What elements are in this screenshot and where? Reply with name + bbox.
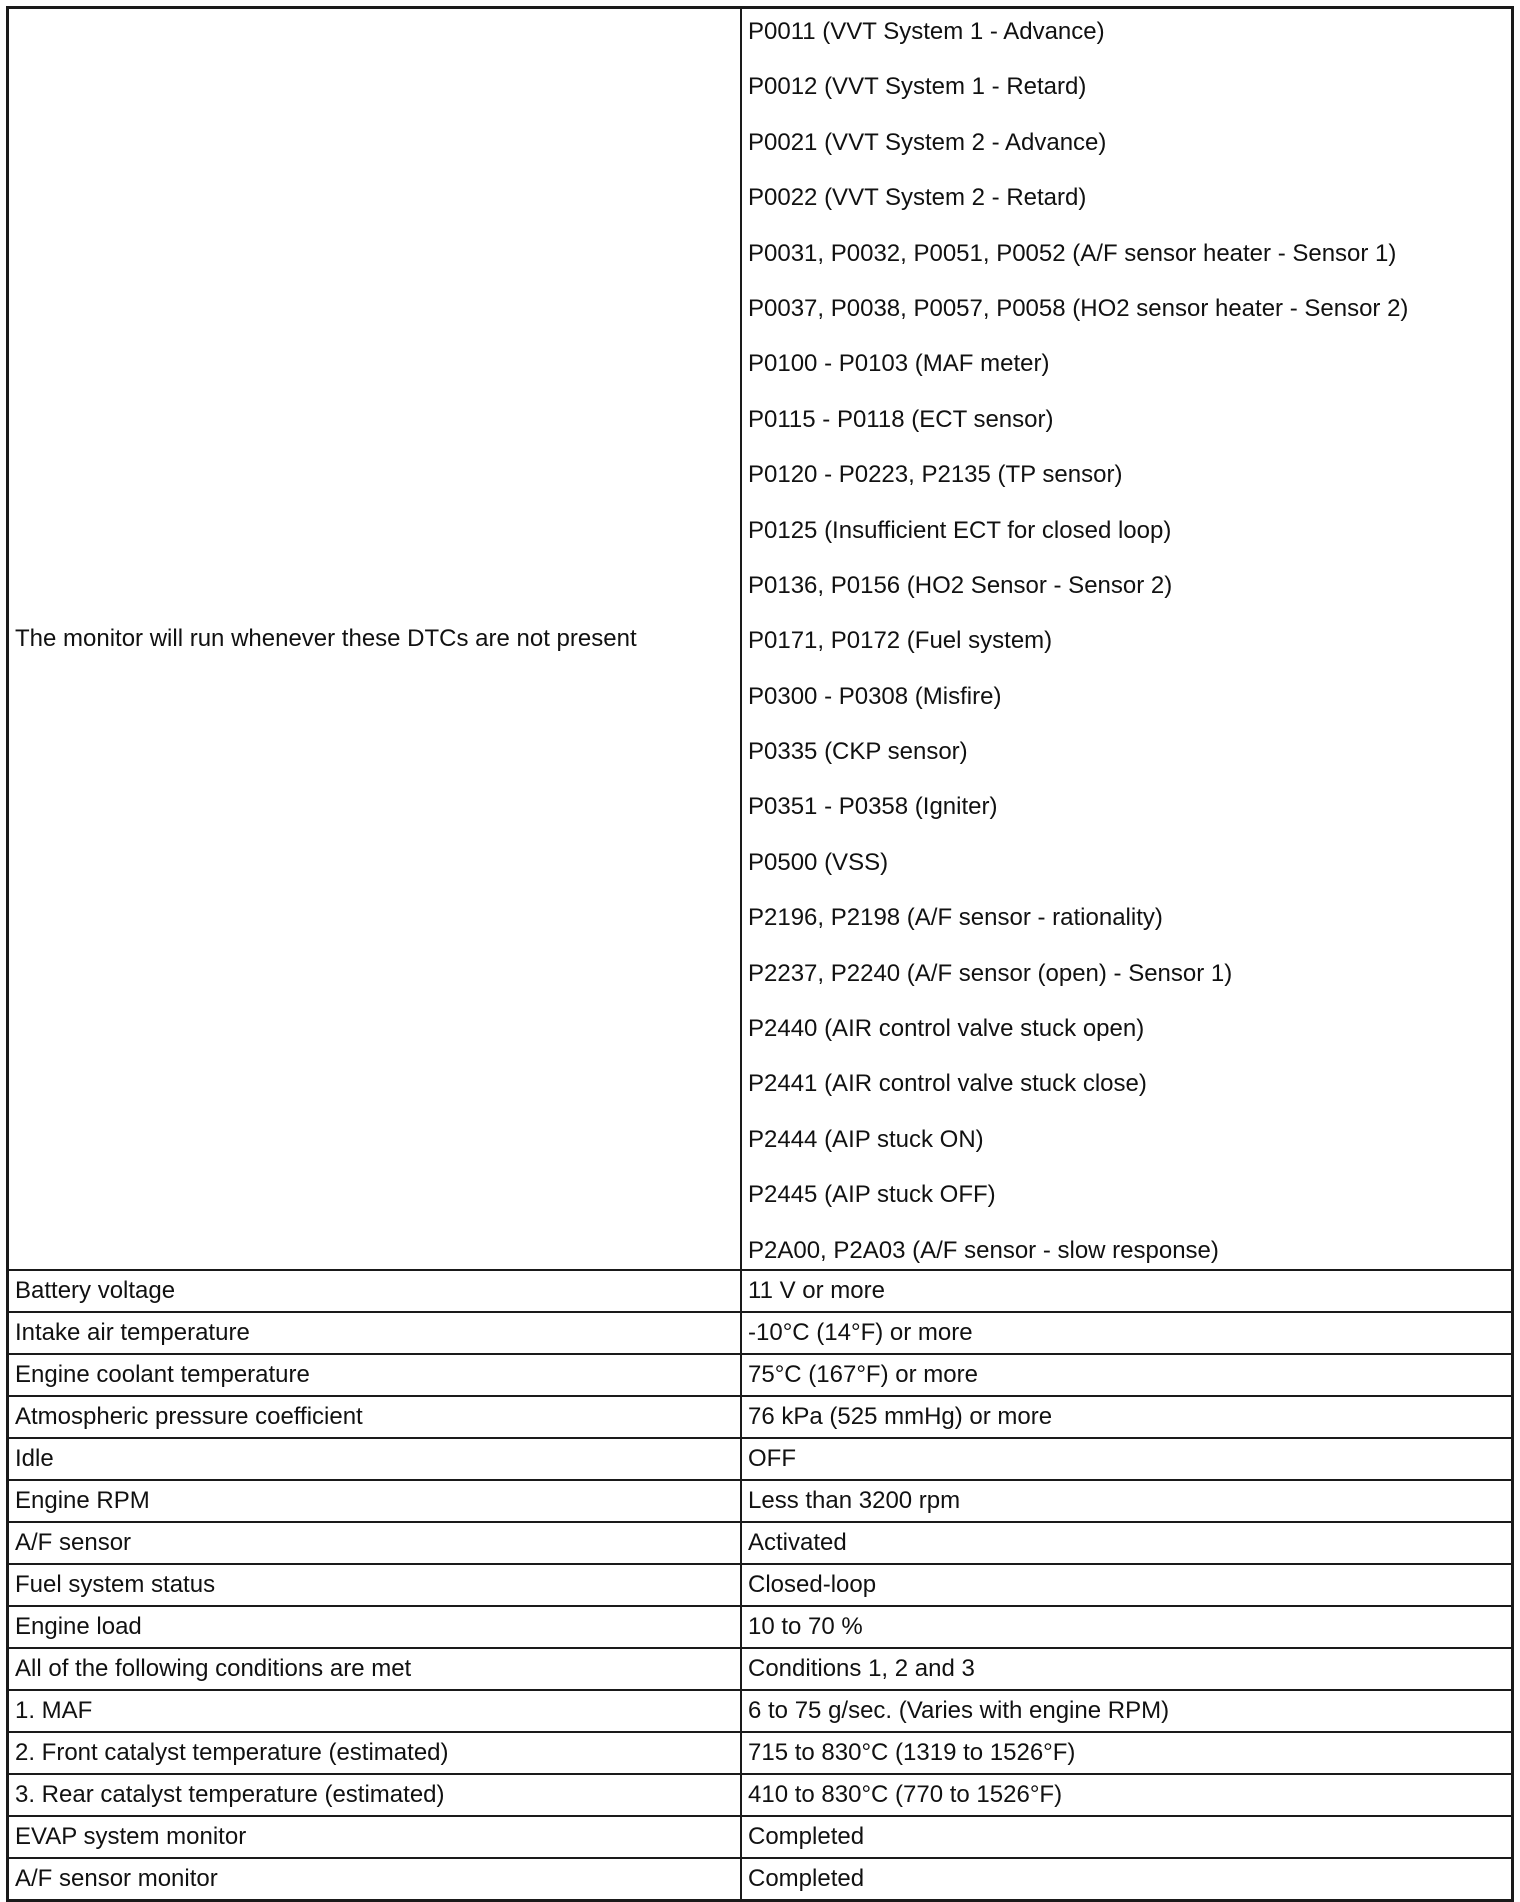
dtc-item: P0125 (Insufficient ECT for closed loop) (748, 516, 1172, 544)
condition-value: 75°C (167°F) or more (741, 1354, 1511, 1396)
table-row (9, 1522, 1511, 1564)
dtc-row (9, 9, 1511, 1270)
table-row (9, 1774, 1511, 1816)
dtc-item: P0136, P0156 (HO2 Sensor - Sensor 2) (748, 571, 1173, 599)
condition-value: -10°C (14°F) or more (741, 1312, 1511, 1354)
dtc-item: P2440 (AIR control valve stuck open) (748, 1015, 1145, 1043)
dtc-item: P0500 (VSS) (748, 848, 889, 876)
monitor-conditions-table (9, 9, 1511, 1899)
dtc-condition-label: The monitor will run whenever these DTCs are not present (9, 9, 741, 1270)
dtc-item: P0120 - P0223, P2135 (TP sensor) (748, 461, 1123, 489)
condition-label: Battery voltage (9, 1270, 741, 1312)
table-row (9, 1732, 1511, 1774)
dtc-item: P0037, P0038, P0057, P0058 (HO2 sensor heater - Sensor 2) (748, 294, 1409, 322)
condition-label: 3. Rear catalyst temperature (estimated) (9, 1774, 741, 1816)
table-row (9, 1270, 1511, 1312)
dtc-item: P0171, P0172 (Fuel system) (748, 627, 1053, 655)
dtc-item: P0031, P0032, P0051, P0052 (A/F sensor heater - Sensor 1) (748, 239, 1397, 267)
condition-value: 410 to 830°C (770 to 1526°F) (741, 1774, 1511, 1816)
dtc-item: P0115 - P0118 (ECT sensor) (748, 405, 1054, 433)
dtc-item: P2A00, P2A03 (A/F sensor - slow response) (748, 1236, 1219, 1264)
table-row (9, 1858, 1511, 1899)
table-row (9, 1564, 1511, 1606)
table-row (9, 1816, 1511, 1858)
table-row (9, 1312, 1511, 1354)
condition-label: EVAP system monitor (9, 1816, 741, 1858)
condition-value: 11 V or more (741, 1270, 1511, 1312)
dtc-item: P0011 (VVT System 1 - Advance) (748, 18, 1105, 45)
table-row (9, 1690, 1511, 1732)
table-row (9, 1438, 1511, 1480)
dtc-list (741, 9, 1511, 1270)
table-row (9, 1648, 1511, 1690)
condition-value: 76 kPa (525 mmHg) or more (741, 1396, 1511, 1438)
table-row (9, 1480, 1511, 1522)
condition-value: Conditions 1, 2 and 3 (741, 1648, 1511, 1690)
condition-label: A/F sensor (9, 1522, 741, 1564)
dtc-item: P2445 (AIP stuck OFF) (748, 1181, 996, 1209)
condition-label: 2. Front catalyst temperature (estimated) (9, 1732, 741, 1774)
dtc-item: P2196, P2198 (A/F sensor - rationality) (748, 904, 1163, 932)
table-row (9, 1396, 1511, 1438)
dtc-item: P0100 - P0103 (MAF meter) (748, 350, 1050, 378)
dtc-item: P0335 (CKP sensor) (748, 738, 968, 766)
table-row (9, 1606, 1511, 1648)
condition-value: Closed-loop (741, 1564, 1511, 1606)
condition-value: Less than 3200 rpm (741, 1480, 1511, 1522)
dtc-item: P2237, P2240 (A/F sensor (open) - Sensor 1) (748, 959, 1233, 987)
condition-label: Engine RPM (9, 1480, 741, 1522)
dtc-item: P0012 (VVT System 1 - Retard) (748, 73, 1087, 101)
condition-label: Fuel system status (9, 1564, 741, 1606)
condition-label: Engine load (9, 1606, 741, 1648)
condition-label: 1. MAF (9, 1690, 741, 1732)
conditions-document (6, 6, 1514, 1902)
table-row (9, 1354, 1511, 1396)
dtc-item: P0351 - P0358 (Igniter) (748, 793, 998, 821)
dtc-item: P2444 (AIP stuck ON) (748, 1125, 984, 1153)
dtc-item: P0022 (VVT System 2 - Retard) (748, 184, 1087, 212)
condition-value: Activated (741, 1522, 1511, 1564)
condition-label: Intake air temperature (9, 1312, 741, 1354)
condition-value: Completed (741, 1816, 1511, 1858)
condition-label: Idle (9, 1438, 741, 1480)
condition-value: 10 to 70 % (741, 1606, 1511, 1648)
condition-value: Completed (741, 1858, 1511, 1899)
condition-value: OFF (741, 1438, 1511, 1480)
condition-label: Atmospheric pressure coefficient (9, 1396, 741, 1438)
dtc-item: P0300 - P0308 (Misfire) (748, 682, 1002, 710)
condition-label: Engine coolant temperature (9, 1354, 741, 1396)
condition-label: All of the following conditions are met (9, 1648, 741, 1690)
condition-value: 715 to 830°C (1319 to 1526°F) (741, 1732, 1511, 1774)
condition-label: A/F sensor monitor (9, 1858, 741, 1899)
dtc-item: P0021 (VVT System 2 - Advance) (748, 128, 1107, 156)
dtc-item: P2441 (AIR control valve stuck close) (748, 1070, 1147, 1098)
condition-value: 6 to 75 g/sec. (Varies with engine RPM) (741, 1690, 1511, 1732)
